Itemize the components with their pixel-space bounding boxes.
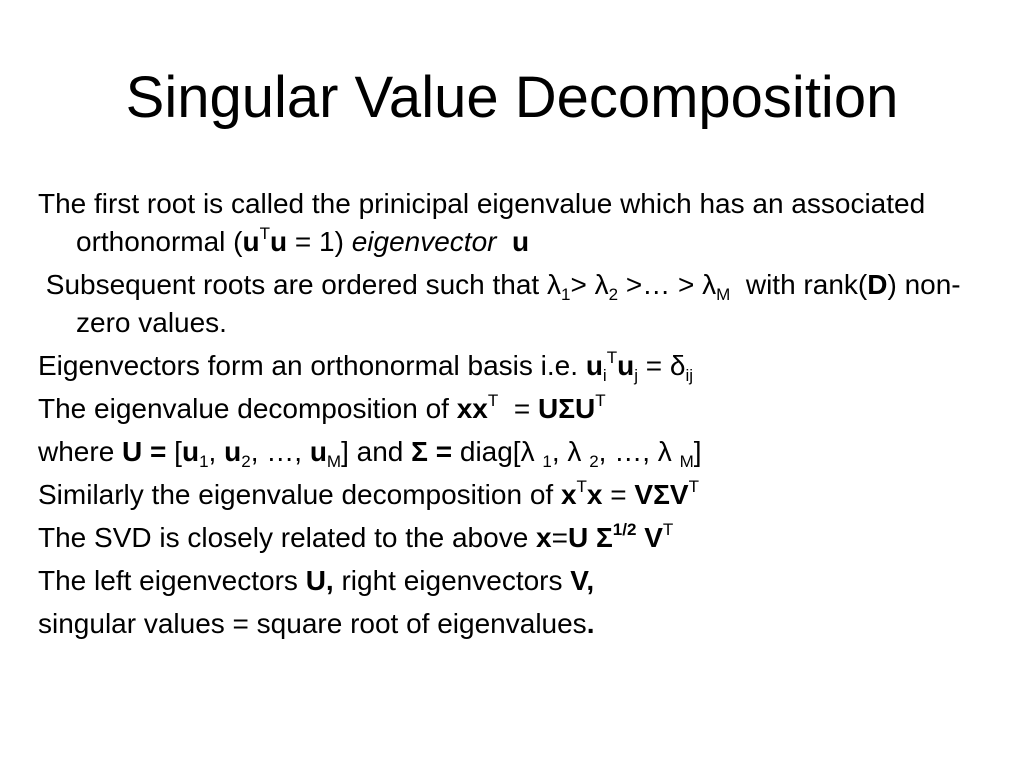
bold-symbol: u [270,226,288,257]
bold-symbol: x [560,479,577,510]
subscript: 2 [589,452,599,471]
bold-symbol: u [585,350,603,381]
text-run: Similarly the eigenvalue decomposition of [38,479,561,510]
text-run: The SVD is closely related to the above [38,522,537,553]
text-run: , …, [250,436,310,467]
subscript: 1 [199,452,209,471]
bullet-paragraph [38,519,988,557]
bold-symbol: u [224,436,242,467]
slide-body [38,185,988,648]
text-run: diag[λ [452,436,543,467]
bullet-paragraph [38,476,988,514]
bullet-paragraph [38,605,988,643]
text-run: ] and [341,436,412,467]
text-run: right eigenvectors [333,565,571,596]
subscript: ij [685,366,694,385]
slide-title: Singular Value Decomposition [125,65,899,130]
superscript: T [606,348,618,367]
bold-symbol: U, [305,565,334,596]
bold-symbol: u [242,226,260,257]
superscript: T [487,391,499,410]
subscript: 1 [542,452,552,471]
bold-symbol: u [512,226,530,257]
text-run: Eigenvectors form an orthonormal basis i.e. [38,350,586,381]
text-run: > λ [570,269,609,300]
bullet-paragraph [38,266,988,342]
text-run: , …, λ [598,436,680,467]
superscript: T [595,391,606,410]
subscript: 2 [241,452,251,471]
text-run: , λ [551,436,590,467]
superscript: T [688,477,699,496]
bullet-paragraph [38,433,988,471]
bullet-paragraph [38,347,988,385]
bold-symbol: U = [122,436,167,467]
bold-symbol: UΣU [537,393,596,424]
subscript: M [326,452,342,471]
bold-symbol: U Σ [567,522,613,553]
bold-symbol: xx [456,393,488,424]
text-run [496,226,512,257]
bullet-paragraph [38,185,988,261]
text-run: The first root is called the prinicipal eigenvalue which has an associated orthonormal ( [38,188,933,257]
text-run: = [551,522,568,553]
superscript: T [576,477,587,496]
bold-symbol: V, [570,565,595,596]
bold-symbol: x [536,522,552,553]
bold-symbol: VΣV [634,479,689,510]
text-run: where [38,436,123,467]
text-run: , [208,436,225,467]
text-run: >… > λ [618,269,717,300]
superscript: T [662,520,674,539]
subscript: j [634,366,638,385]
subscript: 2 [608,285,619,304]
text-run: = [498,393,538,424]
bullet-paragraph [38,562,988,600]
bold-symbol: u [309,436,327,467]
superscript: T [259,224,271,243]
bold-symbol: u [181,436,200,467]
bold-symbol: u [617,350,635,381]
subscript: M [679,452,694,471]
text-run: The eigenvalue decomposition of [38,393,457,424]
text-run: ) non-zero values. [76,269,961,338]
text-run: The left eigenvectors [38,565,306,596]
subscript: M [716,285,731,304]
text-run: singular values = square root of eigenvalues [38,608,587,639]
bold-symbol: D [867,269,888,300]
text-run: ] [693,436,702,467]
bold-symbol: V [644,522,663,553]
text-run: = [602,479,635,510]
text-run: = 1) [287,226,352,257]
bullet-paragraph [38,390,988,428]
bold-symbol: x [586,479,603,510]
bold-symbol: . [586,608,595,639]
text-run: [ [166,436,182,467]
superscript: 1/2 [612,520,637,539]
text-run: Subsequent roots are ordered such that λ [38,269,561,300]
italic-term: eigenvector [351,226,497,257]
subscript: i [602,366,607,385]
subscript: 1 [561,285,571,304]
bold-symbol: Σ = [411,436,453,467]
text-run: = δ [637,350,686,381]
text-run: with rank( [730,269,868,300]
